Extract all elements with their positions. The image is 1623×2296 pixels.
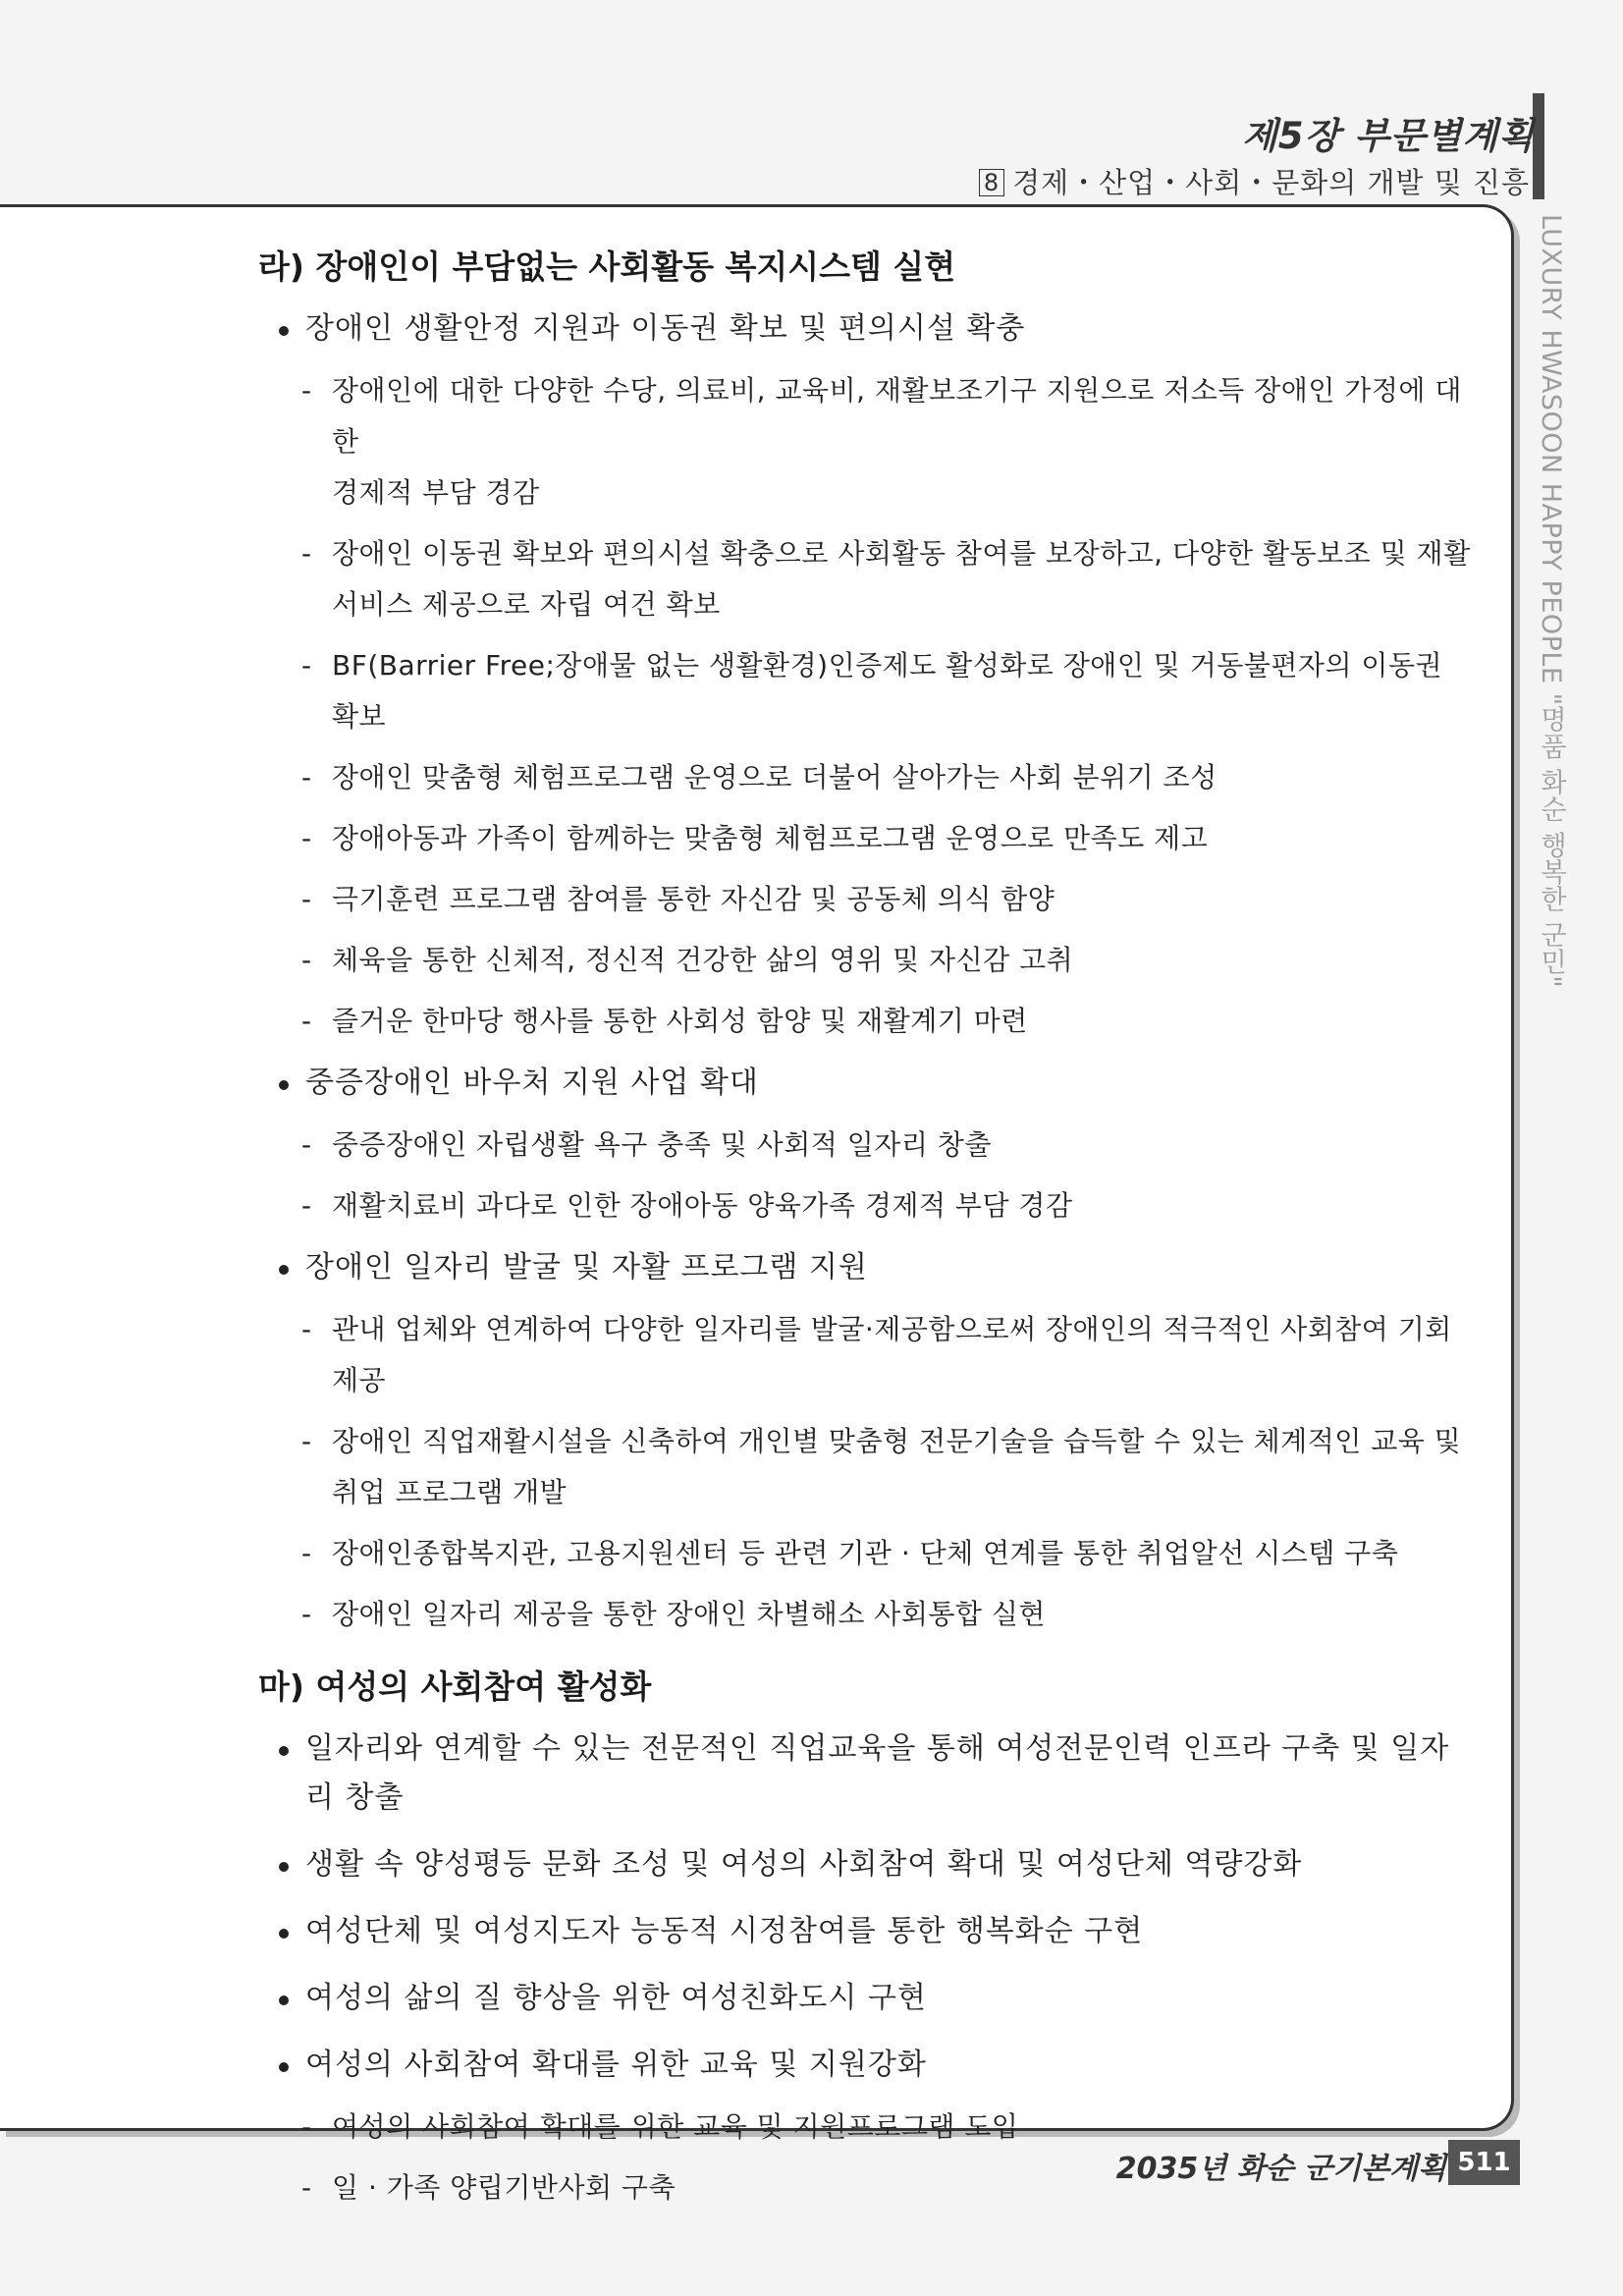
section-number-box: 8 bbox=[979, 169, 1004, 196]
section-heading: 라) 장애인이 부담없는 사회활동 복지시스템 실현 bbox=[258, 247, 956, 286]
dash-item bbox=[258, 996, 1476, 1047]
dash-text-line: 장애인에 대한 다양한 수당, 의료비, 교육비, 재활보조기구 지원으로 저소득 장애인 가정에 대한 bbox=[332, 374, 1462, 458]
dash-item bbox=[258, 1304, 1476, 1406]
section-heading: 마) 여성의 사회참여 활성화 bbox=[258, 1667, 652, 1706]
dash-text-line: 체육을 통한 신체적, 정신적 건강한 삶의 영위 및 자신감 고취 bbox=[332, 944, 1074, 976]
dash-mark: - bbox=[301, 883, 312, 915]
chapter-title: 제5장 부문별계획 bbox=[1242, 115, 1535, 157]
dash-mark: - bbox=[301, 374, 312, 407]
footer-title: 2035년 화순 군기본계획 bbox=[1115, 2152, 1446, 2186]
dash-item bbox=[258, 874, 1476, 925]
bullet-text: 여성의 삶의 질 향상을 위한 여성친화도시 구현 bbox=[305, 1981, 927, 2015]
dash-item bbox=[258, 365, 1476, 519]
dash-mark: - bbox=[301, 2171, 312, 2204]
bullet-item bbox=[258, 2041, 1476, 2090]
dash-text-line: 즐거운 한마당 행사를 통한 사회성 함양 및 재활계기 마련 bbox=[332, 1005, 1028, 1037]
dash-text-line: 경제적 부담 경감 bbox=[332, 476, 540, 509]
dash-text-line: 일 · 가족 양립기반사회 구축 bbox=[332, 2171, 676, 2204]
dash-item bbox=[258, 1528, 1476, 1579]
dash-item bbox=[258, 640, 1476, 742]
dash-item bbox=[258, 1120, 1476, 1171]
dash-item bbox=[258, 1180, 1476, 1231]
dash-text-line: 관내 업체와 연계하여 다양한 일자리를 발굴·제공함으로써 장애인의 적극적인 사회참여 기회 제공 bbox=[332, 1313, 1452, 1396]
dash-text-line: 장애인 맞춤형 체험프로그램 운영으로 더불어 살아가는 사회 분위기 조성 bbox=[332, 761, 1217, 793]
dash-text-line: 중증장애인 자립생활 욕구 충족 및 사회적 일자리 창출 bbox=[332, 1128, 992, 1161]
dash-mark: - bbox=[301, 822, 312, 854]
dash-mark: - bbox=[301, 649, 312, 682]
bullet-item bbox=[258, 1840, 1476, 1889]
bullet-dot bbox=[279, 2062, 289, 2072]
dash-mark: - bbox=[301, 1313, 312, 1345]
dash-text-line: 서비스 제공으로 자립 여건 확보 bbox=[332, 588, 721, 621]
dash-item bbox=[258, 752, 1476, 803]
dash-text-line: 극기훈련 프로그램 참여를 통한 자신감 및 공동체 의식 함양 bbox=[332, 883, 1055, 915]
bullet-dot bbox=[279, 1265, 289, 1275]
dash-mark: - bbox=[301, 1189, 312, 1222]
document-body bbox=[258, 240, 1476, 2214]
dash-item bbox=[258, 1416, 1476, 1518]
bullet-text: 중증장애인 바우처 지원 사업 확대 bbox=[305, 1066, 759, 1100]
bullet-item bbox=[258, 304, 1476, 354]
dash-text-line: 장애아동과 가족이 함께하는 맞춤형 체험프로그램 운영으로 만족도 제고 bbox=[332, 822, 1209, 854]
dash-mark: - bbox=[301, 2110, 312, 2143]
bullet-dot bbox=[279, 1080, 289, 1090]
dash-text-line: BF(Barrier Free;장애물 없는 생활환경)인증제도 활성화로 장애인 및 거동불편자의 이동권 확보 bbox=[332, 649, 1443, 733]
dash-mark: - bbox=[301, 944, 312, 976]
bullet-dot bbox=[279, 326, 289, 336]
dash-text-line: 장애인 일자리 제공을 통한 장애인 차별해소 사회통합 실현 bbox=[332, 1598, 1046, 1630]
dash-text-line: 재활치료비 과다로 인한 장애아동 양육가족 경제적 부담 경감 bbox=[332, 1189, 1073, 1222]
bullet-item bbox=[258, 1974, 1476, 2023]
dash-mark: - bbox=[301, 1537, 312, 1569]
side-slogan: LUXURY HWASOON HAPPY PEOPLE "명품 화순 행복한 군민" bbox=[1536, 214, 1566, 989]
dash-mark: - bbox=[301, 1425, 312, 1457]
bullet-item bbox=[258, 1724, 1476, 1823]
dash-text-line: 여성의 사회참여 확대를 위한 교육 및 지원프로그램 도입 bbox=[332, 2110, 1019, 2143]
bullet-text: 일자리와 연계할 수 있는 전문적인 직업교육을 통해 여성전문인력 인프라 구축 및 일자리 창출 bbox=[305, 1731, 1450, 1815]
dash-text-line: 취업 프로그램 개발 bbox=[332, 1476, 568, 1508]
dash-text-line: 장애인 직업재활시설을 신축하여 개인별 맞춤형 전문기술을 습득할 수 있는 체계적인 교육 및 bbox=[332, 1425, 1462, 1457]
bullet-text: 생활 속 양성평등 문화 조성 및 여성의 사회참여 확대 및 여성단체 역량강화 bbox=[305, 1847, 1303, 1882]
page-number: 511 bbox=[1448, 2140, 1520, 2185]
bullet-dot bbox=[279, 1929, 289, 1939]
dash-item bbox=[258, 528, 1476, 630]
dash-mark: - bbox=[301, 1598, 312, 1630]
bullet-dot bbox=[279, 1995, 289, 2005]
bullet-item bbox=[258, 1907, 1476, 1956]
bullet-dot bbox=[279, 1746, 289, 1756]
dash-text-line: 장애인 이동권 확보와 편의시설 확충으로 사회활동 참여를 보장하고, 다양한 활동보조 및 재활 bbox=[332, 537, 1471, 570]
dash-item bbox=[258, 1589, 1476, 1640]
dash-item bbox=[258, 935, 1476, 986]
bullet-dot bbox=[279, 1862, 289, 1872]
dash-item bbox=[258, 813, 1476, 864]
bullet-text: 장애인 생활안정 지원과 이동권 확보 및 편의시설 확충 bbox=[305, 311, 1026, 346]
dash-mark: - bbox=[301, 537, 312, 570]
dash-mark: - bbox=[301, 761, 312, 793]
bullet-item bbox=[258, 1243, 1476, 1292]
section-title: 경제・산업・사회・문화의 개발 및 진흥 bbox=[1012, 166, 1530, 199]
dash-mark: - bbox=[301, 1128, 312, 1161]
section-subtitle bbox=[979, 161, 1530, 201]
dash-mark: - bbox=[301, 1005, 312, 1037]
bullet-text: 장애인 일자리 발굴 및 자활 프로그램 지원 bbox=[305, 1250, 868, 1285]
bullet-text: 여성의 사회참여 확대를 위한 교육 및 지원강화 bbox=[305, 2048, 927, 2082]
bullet-text: 여성단체 및 여성지도자 능동적 시정참여를 통한 행복화순 구현 bbox=[305, 1914, 1144, 1948]
bullet-item bbox=[258, 1059, 1476, 1108]
dash-text-line: 장애인종합복지관, 고용지원센터 등 관련 기관 · 단체 연계를 통한 취업알선 시스템 구축 bbox=[332, 1537, 1399, 1569]
